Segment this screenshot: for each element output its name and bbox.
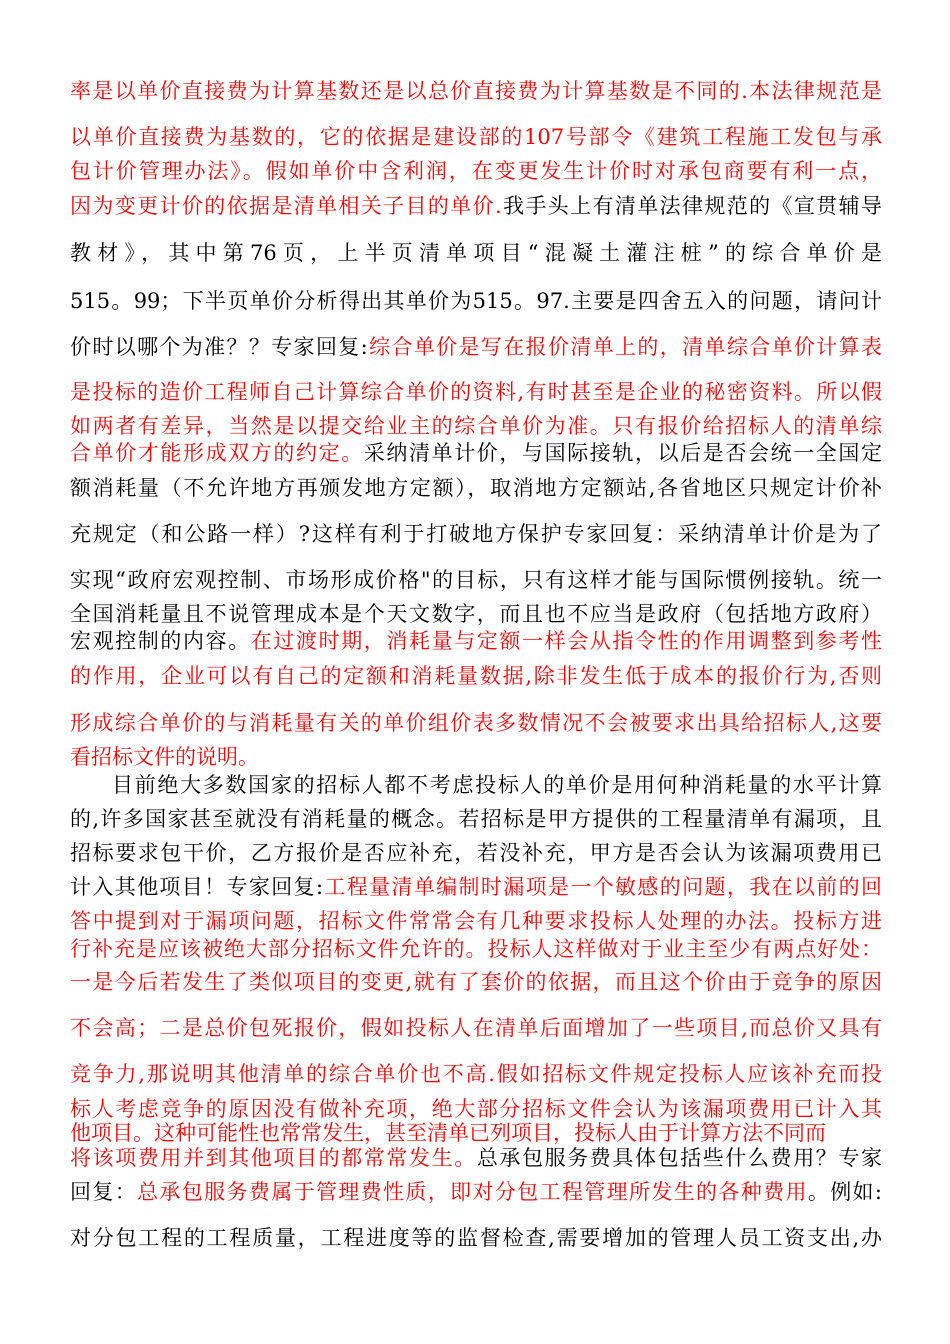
text-line	[70, 937, 882, 961]
highlighted-text: 因为变更计价的依据是清单相关子目的单价.	[70, 194, 502, 218]
body-text: 额消耗量（不允许地方再颁发地方定额），取消地方定额站,各省地区只规定计价补	[70, 476, 882, 500]
highlighted-text: 竞争力,那说明其他清单的综合单价也不高.假如招标文件规定投标人应该补充而投	[70, 1062, 882, 1086]
highlighted-text: 他项目。这种可能性也常常发生，甚至清单已列项目，投标人由于计算方法不同而	[70, 1121, 826, 1145]
highlighted-text: 行补充是应该被绝大部分招标文件允许的。投标人这样做对于业主至少有两点好处：	[70, 937, 882, 961]
body-text: 价时以哪个为准？？专家回复:	[70, 335, 368, 359]
text-line	[70, 745, 882, 769]
text-line	[70, 476, 882, 500]
text-line	[70, 711, 882, 735]
body-text: 教材》，其中第76页，上半页清单项目“混凝土灌注桩”的综合单价是	[70, 241, 882, 265]
text-line	[70, 241, 882, 265]
highlighted-text: 率是以单价直接费为计算基数还是以总价直接费为计算基数是不同的.本法律规范是	[70, 79, 882, 103]
text-line	[70, 522, 882, 546]
highlighted-text: 形成综合单价的与消耗量有关的单价组价表多数情况不会被要求出具给招标人,这要	[70, 711, 882, 735]
text-line	[70, 441, 882, 465]
highlighted-text: 以单价直接费为基数的，它的依据是建设部的107号部令《建筑工程施工发包与承	[70, 125, 882, 149]
highlighted-text: 的作用，企业可以有自己的定额和消耗量数据,除非发生低于成本的报价行为,否则	[70, 664, 882, 688]
text-line	[70, 602, 882, 626]
highlighted-text: 综合单价是写在报价清单上的，清单综合单价计算表	[367, 335, 882, 359]
highlighted-text: 在过渡时期，消耗量与定额一样会从指令性的作用调整到参考性	[250, 629, 882, 653]
highlighted-text: 看招标文件的说明。	[70, 745, 259, 769]
text-line	[70, 194, 882, 218]
text-line	[70, 807, 882, 831]
text-line	[70, 159, 882, 183]
highlighted-text: 标人考虑竞争的原因没有做补充项，绝大部分招标文件会认为该漏项费用已计入其	[70, 1097, 882, 1121]
body-text: 我手头上有清单法律规范的《宣贯辅导	[501, 194, 882, 218]
highlighted-text: 答中提到对于漏项问题，招标文件常常会有几种要求投标人处理的办法。投标方进	[70, 909, 882, 933]
text-line	[112, 773, 882, 797]
text-line	[70, 664, 882, 688]
text-line	[70, 289, 882, 313]
highlighted-text: 不会高；二是总价包死报价，假如投标人在清单后面增加了一些项目,而总价又具有	[70, 1016, 882, 1040]
highlighted-text: 如两者有差异，当然是以提交给业主的综合单价为准。只有报价给招标人的清单综	[70, 414, 882, 438]
body-text: 采纳清单计价，与国际接轨，以后是否会统一全国定	[363, 441, 882, 465]
highlighted-text: 将该项费用并到其他项目的都常常发生。	[70, 1146, 477, 1170]
body-text: 目前绝大多数国家的招标人都不考虑投标人的单价是用何种消耗量的水平计算	[112, 773, 882, 797]
text-line	[70, 1097, 882, 1121]
body-text: 招标要求包干价，乙方报价是否应补充，若没补充，甲方是否会认为该漏项费用已	[70, 841, 882, 865]
body-text: 宏观控制的内容。	[70, 629, 251, 653]
body-text: 充规定（和公路一样）?这样有利于打破地方保护专家回复：采纳清单计价是为了	[70, 522, 882, 546]
text-line	[70, 841, 882, 865]
text-line	[70, 380, 882, 404]
body-text: 实现“政府宏观控制、市场形成价格"的目标，只有这样才能与国际惯例接轨。统一	[70, 568, 882, 592]
text-line	[70, 125, 882, 149]
body-text: 计入其他项目！专家回复:	[70, 875, 324, 899]
text-line	[70, 414, 882, 438]
text-line	[70, 970, 882, 994]
text-line	[70, 1016, 882, 1040]
highlighted-text: 包计价管理办法》。假如单价中含利润，在变更发生计价时对承包商要有利一点，	[70, 159, 882, 183]
text-line	[70, 79, 882, 103]
text-line	[70, 875, 882, 899]
body-text: 总承包服务费具体包括些什么费用？专家	[476, 1146, 882, 1170]
body-text: 的,许多国家甚至就没有消耗量的概念。若招标是甲方提供的工程量清单有漏项，且	[70, 807, 882, 831]
body-text: 回复：	[70, 1180, 138, 1204]
body-text: 全国消耗量且不说管理成本是个天文数字，而且也不应当是政府（包括地方政府）	[70, 602, 882, 626]
text-line	[70, 909, 882, 933]
highlighted-text: 是投标的造价工程师自己计算综合单价的资料,有时甚至是企业的秘密资料。所以假	[70, 380, 882, 404]
text-line	[70, 1226, 882, 1250]
body-text: 。例如:	[807, 1180, 882, 1204]
highlighted-text: 合单价才能形成双方的约定。	[70, 441, 364, 465]
text-line	[70, 1180, 882, 1204]
highlighted-text: 总承包服务费属于管理费性质，即对分包工程管理所发生的各种费用	[137, 1180, 808, 1204]
body-text: 对分包工程的工程质量，工程进度等的监督检查,需要增加的管理人员工资支出,办	[70, 1226, 882, 1250]
text-line	[70, 1146, 882, 1170]
text-line	[70, 629, 882, 653]
body-text: 515。99；下半页单价分析得出其单价为515。97.主要是四舍五入的问题，请问计	[70, 289, 882, 313]
text-line	[70, 335, 882, 359]
highlighted-text: 一是今后若发生了类似项目的变更,就有了套价的依据，而且这个价由于竞争的原因	[70, 970, 882, 994]
text-line	[70, 1062, 882, 1086]
text-line	[70, 568, 882, 592]
highlighted-text: 工程量清单编制时漏项是一个敏感的问题，我在以前的回	[323, 875, 882, 899]
text-line	[70, 1121, 882, 1145]
